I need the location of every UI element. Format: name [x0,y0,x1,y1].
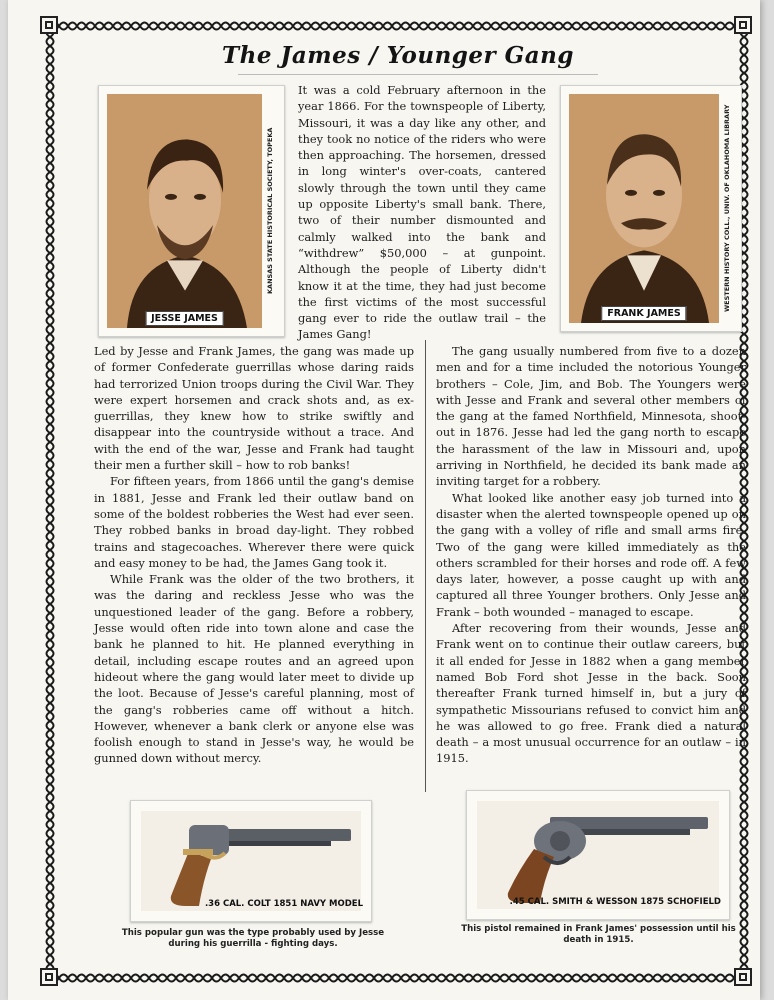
body-paragraph: Led by Jesse and Frank James, the gang was made up of former Confederate guerrillas whose daring raids had terrorized Union troops during the Civil War. They were expert horsemen and crack shots and, as ex-guerrillas, they knew how to strike swiftly and disappear into the countryside without a trace. And with the end of the war, Jesse and Frank had taught their men a further skill – how to rob banks! [94,344,414,473]
ornamental-border-top [50,18,744,34]
border-corner-ornament [40,16,58,34]
body-paragraph: The gang usually numbered from five to a dozen men and for a time included the notorious Younger brothers – Cole, Jim, and Bob. The Youngers were with Jesse and Frank and several other members of the gang at the famed Northfield, Minnesota, shoot-out in 1876. Jesse had led the gang north to escape the harassment of the law in Missouri and, upon arriving in Northfield, he decided its bank made an inviting target for a robbery. [436,344,746,489]
gun-label: .36 CAL. COLT 1851 NAVY MODEL [204,899,363,909]
body-paragraph: While Frank was the older of the two brothers, it was the daring and reckless Jesse who was the unquestioned leader of the gang. Before a robbery, Jesse would often ride into town alone and case the bank he planned to hit. He planned everything in detail, including escape routes and an agreed upon hideout where the gang would later meet to divide up the loot. Because of Jesse's careful planning, most of the gang's robberies came off without a hitch. However, whenever a bank clerk or anyone else was foolish enough to stand in Jesse's way, he would be gunned down without mercy. [94,572,414,766]
gun-card-smith-wesson [466,790,730,920]
body-paragraph: After recovering from their wounds, Jesse and Frank went on to continue their outlaw careers, but it all ended for Jesse in 1882 when a gang member named Bob Ford shot Jesse in the back. Soon thereafter Frank turned himself in, but a jury of sympathetic Missourians refused to convict him and he was allowed to go free. Frank died a natural death – a most unusual occurrence for an outlaw – in 1915. [436,621,746,766]
gun-caption: This pistol remained in Frank James' possession until his death in 1915. [461,924,736,945]
gun-caption: This popular gun was the type probably used by Jesse during his guerrilla - fighting days. [121,928,385,949]
border-corner-ornament [734,16,752,34]
gun-label: .45 CAL. SMITH & WESSON 1875 SCHOFIELD [509,897,721,907]
body-paragraph: What looked like another easy job turned into a disaster when the alerted townspeople opened up on the gang with a volley of rifle and small arms fire. Two of the gang were killed immediately as the others scrambled for their horses and rode off. A few days later, however, a posse caught up with and captured all three Younger brothers. Only Jesse and Frank – both wounded – managed to escape. [436,490,746,619]
photo-credit: WESTERN HISTORY COLL., UNIV. OF OKLAHOMA LIBRARY [723,104,731,313]
photo-credit: KANSAS STATE HISTORICAL SOCIETY, TOPEKA [266,127,274,295]
ornamental-border-left [42,28,58,978]
article-column-left [94,343,414,767]
page-title: The James / Younger Gang [222,42,574,69]
scrapbook-page [8,0,760,1000]
portrait-name-label: FRANK JAMES [601,306,686,321]
revolver-illustration [477,801,719,909]
gun-card-colt-navy [130,800,372,922]
portrait-card-jesse-james [98,85,285,337]
border-corner-ornament [40,968,58,986]
border-corner-ornament [734,968,752,986]
article-column-right [436,343,746,767]
portrait-photo [569,94,719,323]
title-underline [238,74,598,75]
portrait-name-label: JESSE JAMES [145,311,224,326]
revolver-illustration [141,811,361,911]
portrait-card-frank-james [560,85,742,332]
ornamental-border-bottom [50,970,744,986]
portrait-photo [107,94,262,328]
intro-paragraph: It was a cold February afternoon in the year 1866. For the townspeople of Liberty, Missouri, it was a day like any other, and they took no notice of the riders who were then approaching. The horsemen, dressed in long winter's over-coats, cantered slowly through the town until they came up opposite Liberty's small bank. There, two of their number dismounted and calmly walked into the bank and “withdrew” $50,000 – at gunpoint. Although the people of Liberty didn't know it at the time, they had just become the first victims of the most successful gang ever to ride the outlaw trail – the James Gang! [298,83,546,342]
body-paragraph: For fifteen years, from 1866 until the gang's demise in 1881, Jesse and Frank led their outlaw band on some of the boldest robberies the West had ever seen. They robbed banks in broad day-light. They robbed trains and stagecoaches. Wherever there were quick and easy money to be had, the James Gang took it. [94,474,414,570]
column-divider [425,340,426,792]
